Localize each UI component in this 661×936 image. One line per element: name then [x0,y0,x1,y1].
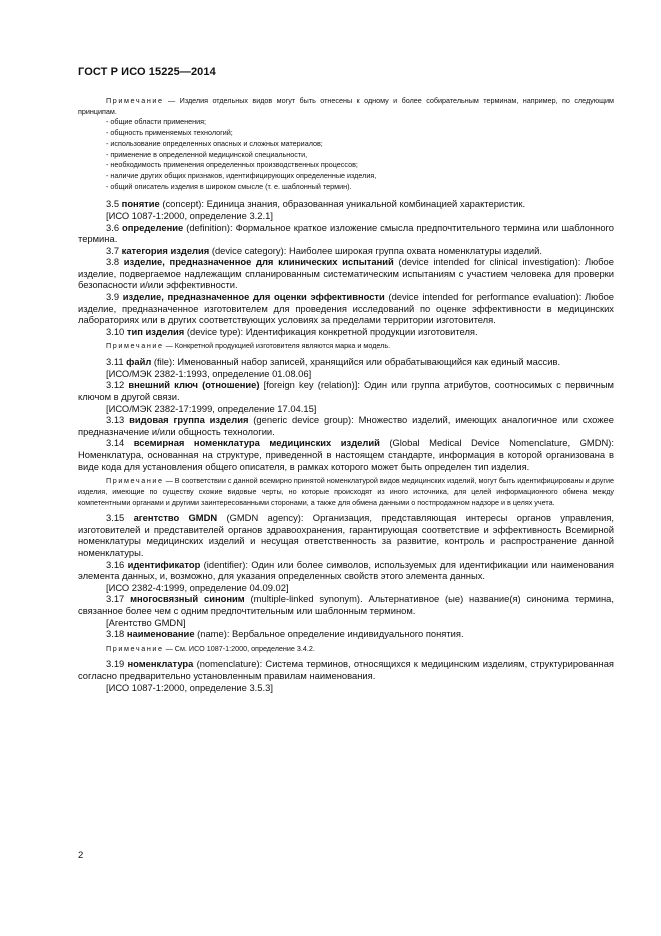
term-3-11 [78,356,614,368]
note-label: Примечание [106,476,164,486]
term-name: всемирная номенклатура медицинских изделий [133,437,380,449]
page-header: ГОСТ Р ИСО 15225—2014 [78,66,216,78]
note-text: — В соответствии с данной всемирно принятой номенклатурой видов медицинских изделий, могут быть идентифицированы и другие изделия, имеющие по существу схожие видовые черты, но которые происходят из иного источника, для целей информационного обмена между компетентными органами и другими заинтересованными сторонами, а также для обмена данными о постпродажном надзоре и в целях учета. [78,476,614,507]
term-number: 3.5 [106,198,120,210]
term-number: 3.19 [106,658,125,670]
term-3-13 [78,414,614,437]
term-definition: (device intended for clinical investigation): Любое изделие, подвергаемое надлежащим спланированным систематическим испытаниям с участием человека для проверки безопасности и/или эффективности. [78,256,614,291]
term-number: 3.16 [106,558,125,570]
term-3-8 [78,256,614,291]
note-name [78,644,614,655]
term-name: изделие, предназначенное для клинических испытаний [123,256,394,268]
note-text: — См. ИСО 1087-1:2000, определение 3.4.2. [163,643,315,653]
term-number: 3.18 [106,628,125,640]
list-item: - общность применяемых технологий; [106,128,233,138]
term-name: категория изделия [121,244,210,256]
term-number: 3.15 [106,512,125,524]
note-device-type [78,341,614,352]
term-number: 3.7 [106,244,120,256]
list-item: - наличие других общих признаков, идентифицирующих определенные изделия, [106,170,377,180]
term-name: внешний ключ (отношение) [128,379,260,391]
note-label: Примечание [106,643,164,653]
term-definition: (identifier): Один или более символов, используемых для идентификации или наименования элемента данных, и, возможно, для указания определенных свойств этого элемента данных. [78,558,614,582]
term-definition: (multiple-linked synonym). Альтернативное (ые) название(я) синонима термина, связанное более чем с одним предпочтительным или шаблонным термином. [78,593,614,616]
term-reference: [Агентство GMDN] [106,616,186,628]
term-3-15 [78,512,614,558]
term-name: определение [122,221,184,233]
term-number: 3.11 [106,356,124,368]
term-3-7 [78,245,614,257]
list-item: - необходимость применения определенных производственных процессов; [106,160,358,170]
term-definition: (device intended for performance evaluation): Любое изделие, предназначенное изготовителем для проведения исследований по оценке эффективности в медицинских лабораториях или в других соответствующих условиях за пределами территории изготовителя. [78,291,614,326]
term-reference: [ИСО 1087-1:2000, определение 3.2.1] [106,209,273,221]
term-3-16 [78,559,614,582]
term-reference: [ИСО/МЭК 2382-1:1993, определение 01.08.06] [106,367,312,379]
term-definition: (concept): Единица знания, образованная уникальной комбинацией характеристик. [159,198,526,210]
list-item: - применение в определенной медицинской специальности, [106,149,308,159]
term-3-6 [78,222,614,245]
term-definition: [foreign key (relation)]: Один или группа атрибутов, соотносимых с первичным ключом в другой связи. [78,379,614,402]
term-name: идентификатор [127,558,201,570]
term-definition: (device type): Идентификация конкретной продукции изготовителя. [184,325,478,337]
page-content [78,96,614,693]
term-3-18 [78,628,614,640]
note-device-groups [78,96,614,117]
term-name: понятие [121,198,160,210]
term-3-10 [78,326,614,338]
page-number: 2 [78,850,84,861]
term-number: 3.6 [106,221,120,233]
term-name: номенклатура [127,658,194,670]
term-name: видовая группа изделия [129,414,249,426]
term-number: 3.17 [106,593,125,605]
term-definition: (generic device group): Множество изделий, имеющих аналогичное или схожее предназначение и/или общность технологии. [78,414,614,437]
term-name: агентство GMDN [133,512,218,524]
term-number: 3.10 [106,325,125,337]
term-definition: (definition): Формальное краткое изложение смысла предпочтительного термина или шаблонного термина. [78,221,614,245]
term-3-9 [78,291,614,326]
term-3-14 [78,437,614,472]
term-reference: [ИСО 2382-4:1999, определение 04.09.02] [106,581,289,593]
term-3-12 [78,379,614,402]
term-definition: (Global Medical Device Nomenclature, GMDN): Номенклатура, основанная на структуре, приведенной в настоящем стандарте, информация в которой организована в виде кода для установления общего описателя, в рамках которого может быть определен тип изделия. [78,437,614,472]
term-name: файл [126,356,152,368]
term-3-19 [78,658,614,681]
term-3-5 [78,198,614,210]
list-item: - использование определенных опасных и сложных материалов; [106,138,323,148]
term-number: 3.8 [106,256,120,268]
term-number: 3.12 [106,379,125,391]
note-label: Примечание [106,96,164,105]
note-text: — Изделия отдельных видов могут быть отнесены к одному и более собирательным терминам, например, по следующим принципам. [78,96,614,116]
term-name: многосвязный синоним [130,593,245,605]
term-reference: [ИСО 1087-1:2000, определение 3.5.3] [106,681,273,693]
note-label: Примечание [106,341,164,351]
term-3-17 [78,593,614,616]
term-number: 3.9 [106,291,120,303]
term-name: наименование [126,628,195,640]
term-definition: (file): Именованный набор записей, хранящийся или обрабатывающийся как единый массив. [151,356,561,368]
note-gmdn [78,476,614,508]
term-definition: (name): Вербальное определение индивидуального понятия. [194,628,464,640]
term-name: изделие, предназначенное для оценки эффективности [122,291,385,303]
list-item: - общие области применения; [106,117,206,127]
term-definition: (GMDN agency): Организация, представляющая интересы органов управления, изготовителей и представителей органов здравоохранения, гарантирующая соответствие и эффективность Всемирной номенклатуры медицинских изделий и несущая ответственность за развитие, контроль и распространение данной номенклатуры. [78,512,614,558]
term-number: 3.14 [106,437,125,449]
term-name: тип изделия [126,325,185,337]
note-text: — Конкретной продукцией изготовителя являются марка и модель. [163,341,391,351]
term-definition: (nomenclature): Система терминов, относящихся к медицинским изделиям, структурированная согласно предварительно установленным правилам наименования. [78,658,615,682]
term-number: 3.13 [106,414,125,426]
list-item: - общий описатель изделия в широком смысле (т. е. шаблонный термин). [106,181,352,191]
term-definition: (device category): Наиболее широкая группа охвата номенклатуры изделий. [209,244,543,256]
term-reference: [ИСО/МЭК 2382-17:1999, определение 17.04.15] [106,402,317,414]
